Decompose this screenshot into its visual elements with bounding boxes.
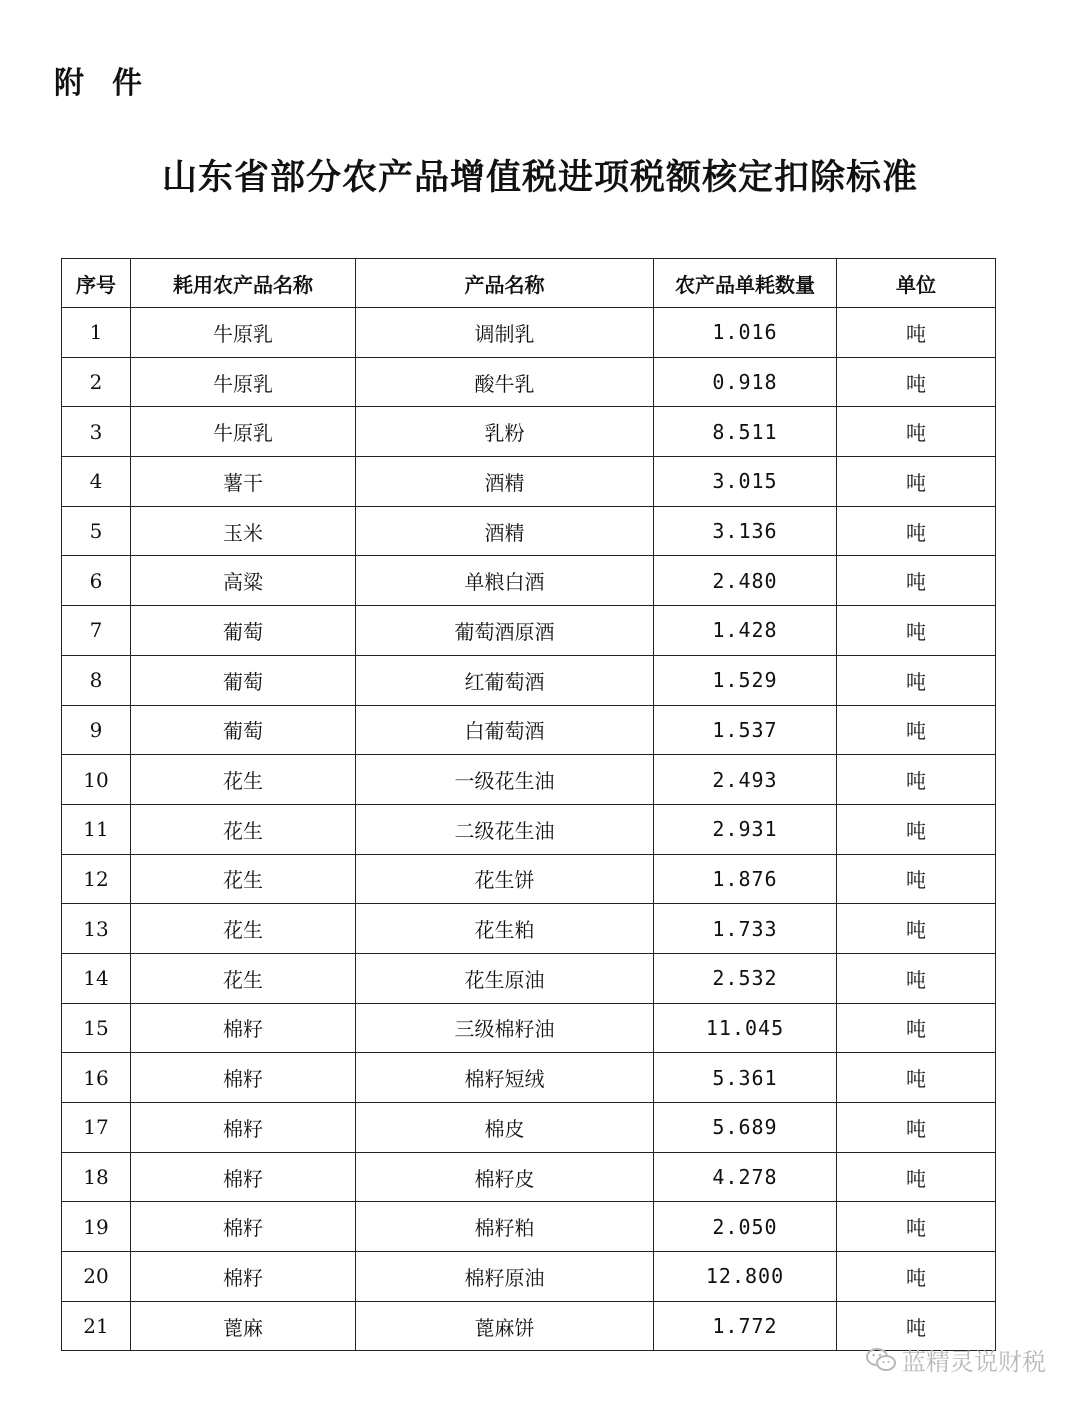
wechat-icon bbox=[866, 1347, 896, 1373]
table-row bbox=[62, 1003, 996, 1053]
product-name-cell: 花生饼 bbox=[356, 854, 654, 904]
raw-material-cell: 高粱 bbox=[131, 556, 356, 606]
row-index-cell: 13 bbox=[62, 904, 131, 954]
unit-cell: 吨 bbox=[837, 854, 996, 904]
row-index-cell: 9 bbox=[62, 705, 131, 755]
table-row bbox=[62, 1053, 996, 1103]
table-row bbox=[62, 1252, 996, 1302]
unit-consumption-cell: 2.050 bbox=[654, 1202, 837, 1252]
document-title: 山东省部分农产品增值税进项税额核定扣除标准 bbox=[161, 158, 918, 198]
table-body bbox=[62, 308, 996, 1351]
raw-material-cell: 棉籽 bbox=[131, 1202, 356, 1252]
row-index-cell: 1 bbox=[62, 308, 131, 358]
unit-cell: 吨 bbox=[837, 804, 996, 854]
column-header: 耗用农产品名称 bbox=[131, 259, 356, 308]
unit-consumption-cell: 2.493 bbox=[654, 755, 837, 805]
unit-cell: 吨 bbox=[837, 407, 996, 457]
row-index-cell: 17 bbox=[62, 1103, 131, 1153]
row-index-cell: 18 bbox=[62, 1152, 131, 1202]
table-header-row bbox=[62, 259, 996, 308]
row-index-cell: 12 bbox=[62, 854, 131, 904]
unit-consumption-cell: 1.733 bbox=[654, 904, 837, 954]
product-name-cell: 酒精 bbox=[356, 506, 654, 556]
table-row bbox=[62, 1152, 996, 1202]
raw-material-cell: 牛原乳 bbox=[131, 308, 356, 358]
product-name-cell: 棉籽原油 bbox=[356, 1252, 654, 1302]
raw-material-cell: 棉籽 bbox=[131, 1252, 356, 1302]
unit-cell: 吨 bbox=[837, 953, 996, 1003]
product-name-cell: 花生粕 bbox=[356, 904, 654, 954]
unit-cell: 吨 bbox=[837, 506, 996, 556]
unit-consumption-cell: 1.428 bbox=[654, 606, 837, 656]
row-index-cell: 15 bbox=[62, 1003, 131, 1053]
unit-consumption-cell: 0.918 bbox=[654, 357, 837, 407]
raw-material-cell: 棉籽 bbox=[131, 1103, 356, 1153]
attachment-label: 附件 bbox=[54, 66, 170, 101]
unit-consumption-cell: 1.016 bbox=[654, 308, 837, 358]
table-row bbox=[62, 357, 996, 407]
table-row bbox=[62, 953, 996, 1003]
unit-consumption-cell: 5.689 bbox=[654, 1103, 837, 1153]
product-name-cell: 调制乳 bbox=[356, 308, 654, 358]
table-row bbox=[62, 854, 996, 904]
table-row bbox=[62, 755, 996, 805]
table-row bbox=[62, 457, 996, 507]
unit-cell: 吨 bbox=[837, 755, 996, 805]
raw-material-cell: 花生 bbox=[131, 804, 356, 854]
table-row bbox=[62, 804, 996, 854]
row-index-cell: 20 bbox=[62, 1252, 131, 1302]
unit-consumption-cell: 8.511 bbox=[654, 407, 837, 457]
watermark-text: 蓝精灵说财税 bbox=[902, 1348, 1046, 1376]
product-name-cell: 二级花生油 bbox=[356, 804, 654, 854]
raw-material-cell: 花生 bbox=[131, 854, 356, 904]
product-name-cell: 乳粉 bbox=[356, 407, 654, 457]
unit-cell: 吨 bbox=[837, 1202, 996, 1252]
product-name-cell: 棉籽粕 bbox=[356, 1202, 654, 1252]
unit-consumption-cell: 3.136 bbox=[654, 506, 837, 556]
product-name-cell: 一级花生油 bbox=[356, 755, 654, 805]
unit-cell: 吨 bbox=[837, 1252, 996, 1302]
table-row bbox=[62, 606, 996, 656]
unit-cell: 吨 bbox=[837, 1003, 996, 1053]
unit-consumption-cell: 1.537 bbox=[654, 705, 837, 755]
unit-consumption-cell: 4.278 bbox=[654, 1152, 837, 1202]
raw-material-cell: 花生 bbox=[131, 953, 356, 1003]
row-index-cell: 3 bbox=[62, 407, 131, 457]
unit-consumption-cell: 1.529 bbox=[654, 655, 837, 705]
raw-material-cell: 棉籽 bbox=[131, 1053, 356, 1103]
table-row bbox=[62, 655, 996, 705]
row-index-cell: 19 bbox=[62, 1202, 131, 1252]
watermark bbox=[866, 1342, 1046, 1377]
unit-cell: 吨 bbox=[837, 705, 996, 755]
unit-cell: 吨 bbox=[837, 1152, 996, 1202]
raw-material-cell: 薯干 bbox=[131, 457, 356, 507]
unit-consumption-cell: 2.532 bbox=[654, 953, 837, 1003]
raw-material-cell: 棉籽 bbox=[131, 1003, 356, 1053]
product-name-cell: 红葡萄酒 bbox=[356, 655, 654, 705]
raw-material-cell: 葡萄 bbox=[131, 705, 356, 755]
raw-material-cell: 花生 bbox=[131, 904, 356, 954]
row-index-cell: 2 bbox=[62, 357, 131, 407]
product-name-cell: 酒精 bbox=[356, 457, 654, 507]
raw-material-cell: 棉籽 bbox=[131, 1152, 356, 1202]
column-header: 产品名称 bbox=[356, 259, 654, 308]
product-name-cell: 棉籽皮 bbox=[356, 1152, 654, 1202]
table-row bbox=[62, 308, 996, 358]
unit-consumption-cell: 2.931 bbox=[654, 804, 837, 854]
raw-material-cell: 葡萄 bbox=[131, 606, 356, 656]
raw-material-cell: 蓖麻 bbox=[131, 1301, 356, 1351]
row-index-cell: 11 bbox=[62, 804, 131, 854]
product-name-cell: 单粮白酒 bbox=[356, 556, 654, 606]
unit-cell: 吨 bbox=[837, 1103, 996, 1153]
row-index-cell: 5 bbox=[62, 506, 131, 556]
product-name-cell: 白葡萄酒 bbox=[356, 705, 654, 755]
row-index-cell: 4 bbox=[62, 457, 131, 507]
row-index-cell: 21 bbox=[62, 1301, 131, 1351]
deduction-standard-table bbox=[61, 258, 996, 1351]
unit-cell: 吨 bbox=[837, 606, 996, 656]
product-name-cell: 棉籽短绒 bbox=[356, 1053, 654, 1103]
row-index-cell: 7 bbox=[62, 606, 131, 656]
raw-material-cell: 葡萄 bbox=[131, 655, 356, 705]
unit-consumption-cell: 1.772 bbox=[654, 1301, 837, 1351]
row-index-cell: 8 bbox=[62, 655, 131, 705]
column-header: 单位 bbox=[837, 259, 996, 308]
unit-cell: 吨 bbox=[837, 556, 996, 606]
column-header: 农产品单耗数量 bbox=[654, 259, 837, 308]
unit-cell: 吨 bbox=[837, 457, 996, 507]
row-index-cell: 14 bbox=[62, 953, 131, 1003]
raw-material-cell: 牛原乳 bbox=[131, 407, 356, 457]
unit-consumption-cell: 11.045 bbox=[654, 1003, 837, 1053]
product-name-cell: 葡萄酒原酒 bbox=[356, 606, 654, 656]
table-row bbox=[62, 705, 996, 755]
raw-material-cell: 花生 bbox=[131, 755, 356, 805]
table-row bbox=[62, 1202, 996, 1252]
product-name-cell: 蓖麻饼 bbox=[356, 1301, 654, 1351]
unit-cell: 吨 bbox=[837, 1053, 996, 1103]
product-name-cell: 棉皮 bbox=[356, 1103, 654, 1153]
unit-consumption-cell: 3.015 bbox=[654, 457, 837, 507]
raw-material-cell: 牛原乳 bbox=[131, 357, 356, 407]
row-index-cell: 16 bbox=[62, 1053, 131, 1103]
unit-consumption-cell: 5.361 bbox=[654, 1053, 837, 1103]
unit-cell: 吨 bbox=[837, 655, 996, 705]
unit-cell: 吨 bbox=[837, 1301, 996, 1351]
product-name-cell: 酸牛乳 bbox=[356, 357, 654, 407]
table-row bbox=[62, 1103, 996, 1153]
unit-cell: 吨 bbox=[837, 904, 996, 954]
product-name-cell: 三级棉籽油 bbox=[356, 1003, 654, 1053]
raw-material-cell: 玉米 bbox=[131, 506, 356, 556]
table-row bbox=[62, 904, 996, 954]
unit-cell: 吨 bbox=[837, 357, 996, 407]
table-row bbox=[62, 407, 996, 457]
table-row bbox=[62, 1301, 996, 1351]
column-header: 序号 bbox=[62, 259, 131, 308]
table-row bbox=[62, 556, 996, 606]
unit-consumption-cell: 1.876 bbox=[654, 854, 837, 904]
unit-cell: 吨 bbox=[837, 308, 996, 358]
unit-consumption-cell: 12.800 bbox=[654, 1252, 837, 1302]
table-row bbox=[62, 506, 996, 556]
unit-consumption-cell: 2.480 bbox=[654, 556, 837, 606]
row-index-cell: 10 bbox=[62, 755, 131, 805]
row-index-cell: 6 bbox=[62, 556, 131, 606]
product-name-cell: 花生原油 bbox=[356, 953, 654, 1003]
